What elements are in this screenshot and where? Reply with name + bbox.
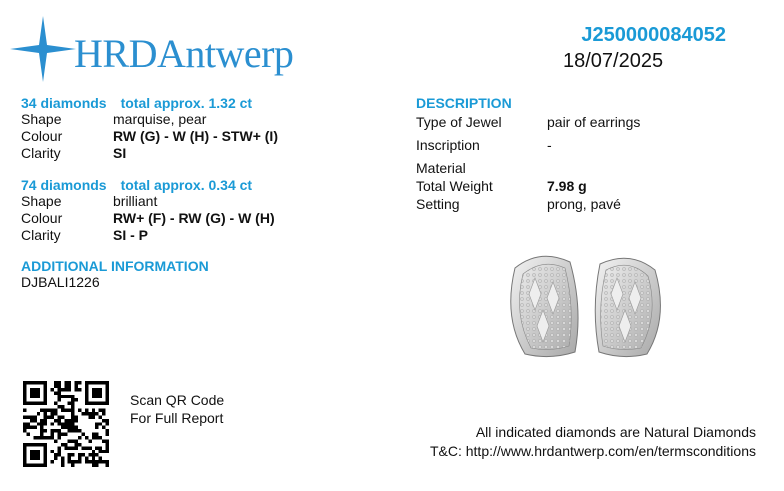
colour-value: RW+ (F) - RW (G) - W (H) bbox=[113, 210, 275, 226]
inscription-value: - bbox=[547, 137, 552, 153]
total-weight-row bbox=[416, 178, 640, 195]
shape-label: Shape bbox=[21, 111, 62, 127]
terms-link[interactable]: T&C: http://www.hrdantwerp.com/en/termsconditions bbox=[429, 443, 756, 459]
shape-value: brilliant bbox=[113, 193, 158, 209]
qr-code[interactable] bbox=[23, 381, 109, 467]
additional-text: DJBALI1226 bbox=[21, 274, 100, 290]
stone-group-2 bbox=[21, 177, 275, 244]
natural-diamonds-note: All indicated diamonds are Natural Diamonds bbox=[475, 424, 756, 440]
certificate-number: J250000084052 bbox=[581, 24, 726, 46]
jewel-type-label: Type of Jewel bbox=[416, 114, 502, 130]
colour-label: Colour bbox=[21, 210, 63, 226]
colour-row bbox=[21, 128, 278, 145]
jewel-type-row bbox=[416, 114, 640, 131]
description-section bbox=[416, 95, 640, 213]
additional-information bbox=[21, 258, 209, 291]
colour-row bbox=[21, 210, 275, 227]
qr-line-1: Scan QR Code bbox=[130, 392, 225, 408]
shape-row bbox=[21, 193, 275, 210]
inscription-row bbox=[416, 137, 640, 154]
stone-count: 74 diamonds bbox=[21, 177, 107, 193]
qr-instructions bbox=[130, 391, 224, 427]
hrd-antwerp-logo bbox=[8, 14, 308, 84]
clarity-row bbox=[21, 227, 275, 244]
shape-value: marquise, pear bbox=[113, 111, 207, 127]
left-earring bbox=[511, 256, 578, 356]
certificate-date: 18/07/2025 bbox=[563, 50, 664, 72]
clarity-value: SI bbox=[113, 145, 127, 161]
setting-row bbox=[416, 196, 640, 213]
additional-heading: ADDITIONAL INFORMATION bbox=[21, 258, 209, 274]
material-row bbox=[416, 160, 640, 177]
stone-group-heading bbox=[21, 177, 275, 193]
colour-label: Colour bbox=[21, 128, 63, 144]
jewel-type-value: pair of earrings bbox=[547, 114, 641, 130]
inscription-label: Inscription bbox=[416, 137, 480, 153]
stone-count: 34 diamonds bbox=[21, 95, 107, 111]
setting-label: Setting bbox=[416, 196, 460, 212]
right-earring bbox=[595, 258, 660, 356]
stone-total-weight: total approx. 1.32 ct bbox=[120, 95, 253, 111]
clarity-label: Clarity bbox=[21, 227, 61, 243]
colour-value: RW (G) - W (H) - STW+ (I) bbox=[113, 128, 278, 144]
setting-value: prong, pavé bbox=[547, 196, 621, 212]
material-label: Material bbox=[416, 160, 466, 176]
earrings-photo bbox=[495, 248, 675, 363]
clarity-label: Clarity bbox=[21, 145, 61, 161]
stone-total-weight: total approx. 0.34 ct bbox=[120, 177, 253, 193]
qr-line-2: For Full Report bbox=[130, 410, 224, 426]
shape-label: Shape bbox=[21, 193, 62, 209]
clarity-value: SI - P bbox=[113, 227, 149, 243]
description-heading: DESCRIPTION bbox=[416, 95, 512, 111]
total-weight-label: Total Weight bbox=[416, 178, 493, 194]
shape-row bbox=[21, 111, 278, 128]
logo-wordmark: HRDAntwerp bbox=[74, 31, 294, 76]
clarity-row bbox=[21, 145, 278, 162]
stone-group-1 bbox=[21, 95, 278, 162]
star-logo-icon bbox=[8, 14, 78, 84]
total-weight-value: 7.98 g bbox=[547, 178, 587, 194]
stone-group-heading bbox=[21, 95, 278, 111]
